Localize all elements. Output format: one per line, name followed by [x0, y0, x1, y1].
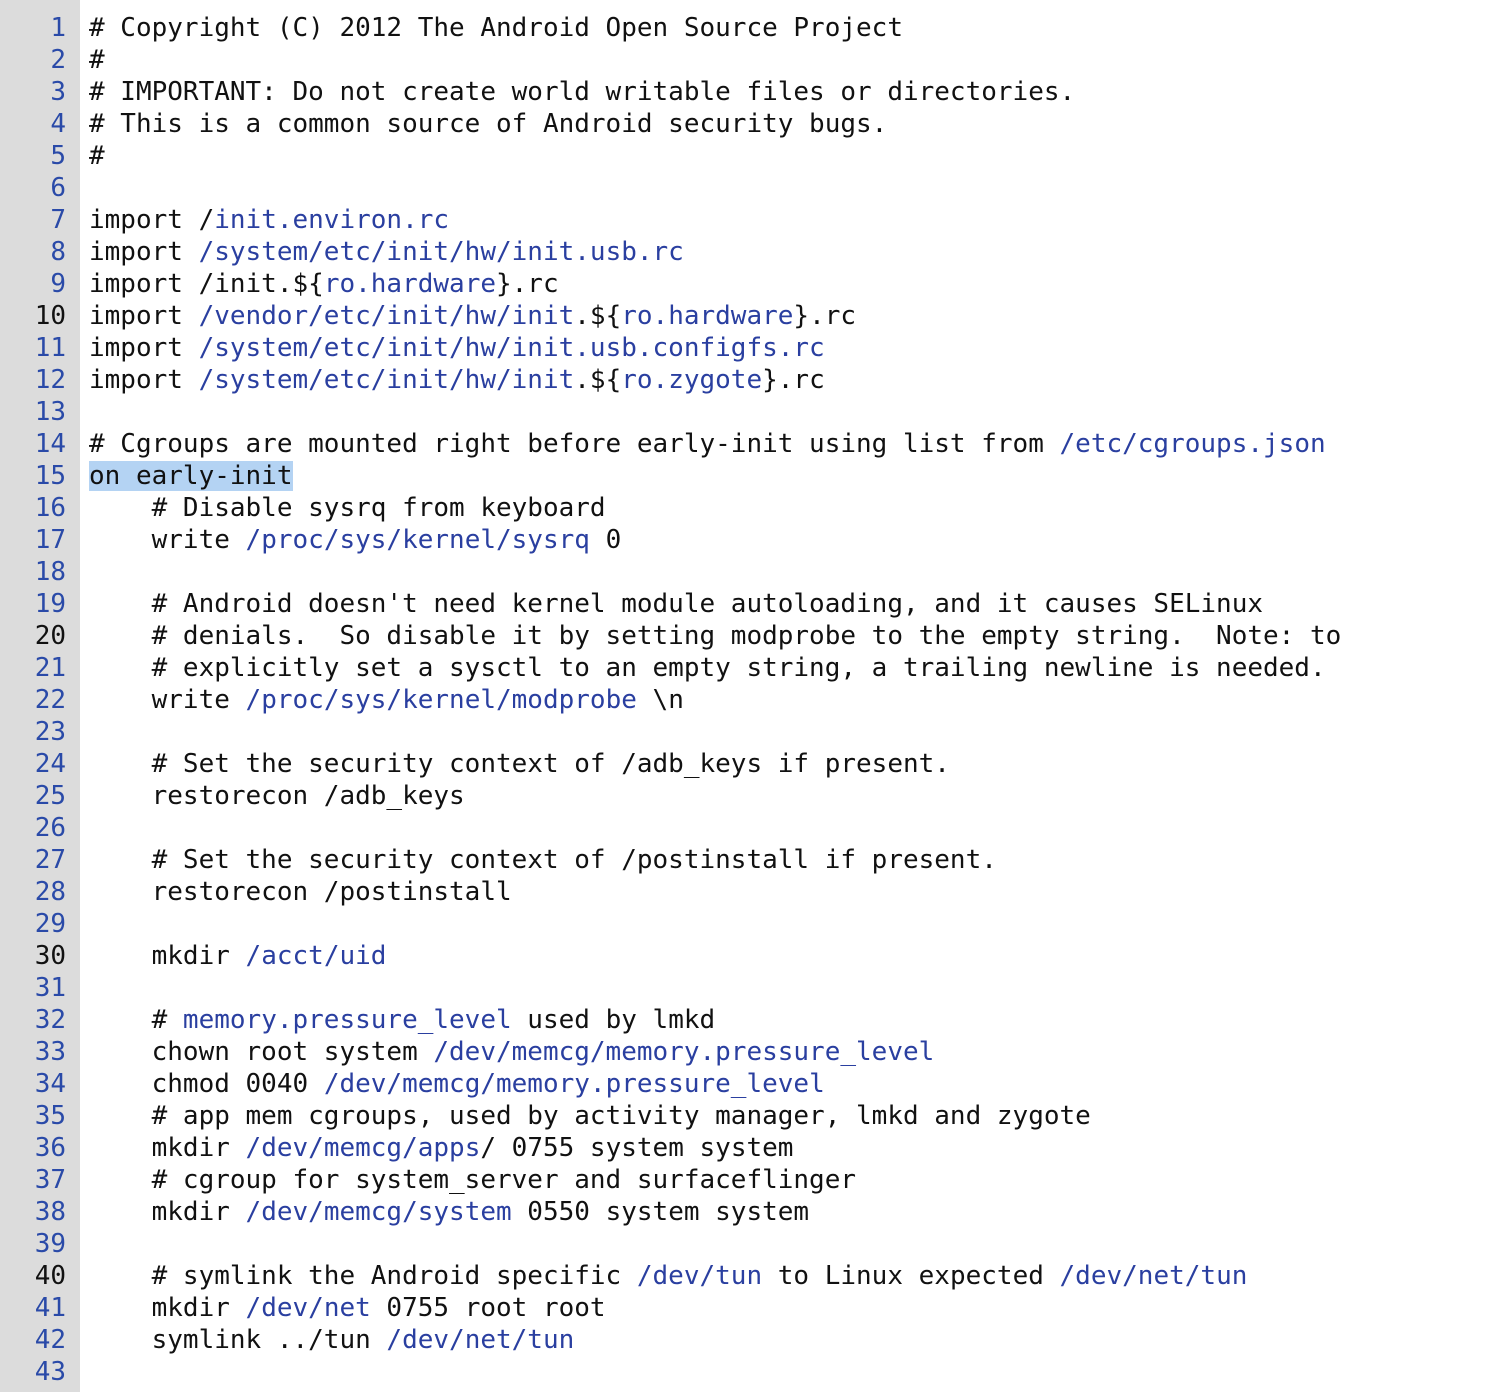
- code-token: to Linux expected: [762, 1261, 1060, 1291]
- code-line: [0, 1100, 1341, 1132]
- code-token: write: [89, 525, 246, 555]
- line-number: 28: [34, 877, 66, 907]
- code-text: [66, 364, 825, 396]
- code-token: }.rc: [762, 365, 825, 395]
- code-line: [0, 524, 1341, 556]
- code-token: .${: [574, 301, 622, 331]
- code-line: [0, 1132, 1341, 1164]
- code-token: # Cgroups are mounted right before early-init using list from: [89, 429, 1060, 459]
- code-line: [0, 620, 1341, 652]
- code-text: [66, 492, 606, 524]
- line-number: 41: [34, 1293, 66, 1323]
- code-text: [66, 76, 1075, 108]
- code-line: [0, 780, 1341, 812]
- line-number: 5: [50, 141, 66, 171]
- code-token: chown root system: [89, 1037, 434, 1067]
- code-text: [66, 908, 89, 940]
- code-line: [0, 396, 1341, 428]
- line-number: 11: [34, 333, 66, 363]
- line-number: 20: [34, 621, 66, 651]
- code-line: [0, 588, 1341, 620]
- path-token: /etc/cgroups.json: [1059, 429, 1326, 459]
- path-token: /dev/net/tun: [386, 1325, 575, 1355]
- code-token: #: [89, 45, 105, 75]
- code-line: [0, 1292, 1341, 1324]
- code-line: [0, 1356, 1341, 1388]
- path-token: /proc/sys/kernel/sysrq: [245, 525, 590, 555]
- code-token: import /: [89, 205, 215, 235]
- code-line: [0, 492, 1341, 524]
- code-line: [0, 1036, 1341, 1068]
- code-text: [66, 1228, 89, 1260]
- code-text: [66, 396, 89, 428]
- code-token: mkdir: [89, 1293, 246, 1323]
- code-line: [0, 972, 1341, 1004]
- code-token: # Set the security context of /adb_keys if present.: [89, 749, 950, 779]
- code-line: [0, 1196, 1341, 1228]
- line-number: 33: [34, 1037, 66, 1067]
- code-token: import: [89, 365, 199, 395]
- code-text: [66, 1100, 1091, 1132]
- code-line: [0, 12, 1341, 44]
- line-number: 19: [34, 589, 66, 619]
- code-line: [0, 428, 1341, 460]
- path-token: init.environ.rc: [214, 205, 450, 235]
- line-number: 3: [50, 77, 66, 107]
- line-number: 15: [34, 461, 66, 491]
- code-line: [0, 812, 1341, 844]
- code-token: 0755 root root: [370, 1293, 606, 1323]
- line-number: 7: [50, 205, 66, 235]
- code-text: [66, 780, 465, 812]
- code-text: [66, 812, 89, 844]
- path-token: memory.pressure_level: [182, 1005, 512, 1035]
- code-text: [66, 300, 856, 332]
- code-token: # Set the security context of /postinstall if present.: [89, 845, 997, 875]
- code-line: [0, 1068, 1341, 1100]
- line-number: 36: [34, 1133, 66, 1163]
- line-number: 34: [34, 1069, 66, 1099]
- line-number: 2: [50, 45, 66, 75]
- code-line: [0, 172, 1341, 204]
- code-line: [0, 268, 1341, 300]
- line-number: 10: [34, 301, 66, 331]
- path-token: /system/etc/init/hw/init: [198, 365, 575, 395]
- path-token: /vendor/etc/init/hw/init: [198, 301, 575, 331]
- code-line: [0, 844, 1341, 876]
- code-text: [66, 1068, 825, 1100]
- code-line: [0, 652, 1341, 684]
- code-text: [66, 428, 1326, 460]
- path-token: /dev/net/tun: [1059, 1261, 1248, 1291]
- code-token: import: [89, 333, 199, 363]
- code-token: write: [89, 685, 246, 715]
- line-number: 6: [50, 173, 66, 203]
- line-number: 1: [50, 13, 66, 43]
- line-number: 38: [34, 1197, 66, 1227]
- code-line: [0, 204, 1341, 236]
- code-text: [66, 1292, 606, 1324]
- path-token: ro.hardware: [323, 269, 496, 299]
- path-token: /dev/memcg/system: [245, 1197, 512, 1227]
- line-number: 18: [34, 557, 66, 587]
- code-token: mkdir: [89, 1133, 246, 1163]
- code-text: [66, 460, 293, 492]
- path-token: /dev/tun: [636, 1261, 763, 1291]
- line-number: 32: [34, 1005, 66, 1035]
- code-token: # Disable sysrq from keyboard: [89, 493, 606, 523]
- code-token: # denials. So disable it by setting modprobe to the empty string. Note: to: [89, 621, 1342, 651]
- code-line: [0, 908, 1341, 940]
- line-number: 35: [34, 1101, 66, 1131]
- path-token: /dev/memcg/memory.pressure_level: [323, 1069, 825, 1099]
- code-text: [66, 204, 449, 236]
- code-text: [66, 748, 950, 780]
- code-line: [0, 716, 1341, 748]
- code-token: 0550 system system: [511, 1197, 810, 1227]
- code-text: [66, 236, 684, 268]
- code-token: # IMPORTANT: Do not create world writable files or directories.: [89, 77, 1076, 107]
- code-text: [66, 652, 1326, 684]
- code-token: \n: [636, 685, 684, 715]
- code-lines: [0, 12, 1341, 1388]
- code-text: [66, 1164, 856, 1196]
- line-number: 37: [34, 1165, 66, 1195]
- code-line: [0, 108, 1341, 140]
- code-line: [0, 236, 1341, 268]
- line-number: 13: [34, 397, 66, 427]
- path-token: ro.hardware: [621, 301, 794, 331]
- code-token: mkdir: [89, 1197, 246, 1227]
- code-line: [0, 748, 1341, 780]
- code-token: # Android doesn't need kernel module autoloading, and it causes SELinux: [89, 589, 1263, 619]
- code-token: # app mem cgroups, used by activity manager, lmkd and zygote: [89, 1101, 1091, 1131]
- code-text: [66, 1260, 1247, 1292]
- path-token: /system/etc/init/hw/init.usb.rc: [198, 237, 684, 267]
- code-line: [0, 1324, 1341, 1356]
- code-token: restorecon /adb_keys: [89, 781, 465, 811]
- line-number: 27: [34, 845, 66, 875]
- code-token: }.rc: [793, 301, 857, 331]
- code-text: [66, 1356, 89, 1388]
- code-text: [66, 524, 621, 556]
- code-token: restorecon /postinstall: [89, 877, 512, 907]
- code-token: #: [89, 141, 105, 171]
- code-text: [66, 716, 89, 748]
- line-number: 40: [34, 1261, 66, 1291]
- path-token: ro.zygote: [621, 365, 763, 395]
- code-text: [66, 1196, 809, 1228]
- line-number: 24: [34, 749, 66, 779]
- code-text: [66, 108, 887, 140]
- code-token: # Copyright (C) 2012 The Android Open Source Project: [89, 13, 903, 43]
- path-token: /dev/net: [245, 1293, 371, 1323]
- code-line: [0, 1228, 1341, 1260]
- code-line: [0, 556, 1341, 588]
- code-token: # symlink the Android specific: [89, 1261, 637, 1291]
- code-line: [0, 332, 1341, 364]
- line-number: 22: [34, 685, 66, 715]
- code-text: [66, 588, 1263, 620]
- code-line: [0, 140, 1341, 172]
- code-token: symlink ../tun: [89, 1325, 387, 1355]
- code-text: [66, 172, 89, 204]
- code-line: [0, 300, 1341, 332]
- code-text: [66, 1004, 715, 1036]
- code-token: }.rc: [496, 269, 559, 299]
- code-text: [66, 620, 1341, 652]
- path-token: /acct/uid: [245, 941, 387, 971]
- code-line: [0, 44, 1341, 76]
- code-token: import: [89, 237, 199, 267]
- selected-text: on early-init: [89, 461, 293, 491]
- code-line: [0, 364, 1341, 396]
- code-text: [66, 1324, 574, 1356]
- line-number: 14: [34, 429, 66, 459]
- code-text: [66, 972, 89, 1004]
- code-text: [66, 1132, 793, 1164]
- code-text: [66, 684, 684, 716]
- line-number: 4: [50, 109, 66, 139]
- line-number: 9: [50, 269, 66, 299]
- line-number: 21: [34, 653, 66, 683]
- line-number: 29: [34, 909, 66, 939]
- code-text: [66, 844, 997, 876]
- code-token: 0: [589, 525, 622, 555]
- code-text: [66, 332, 825, 364]
- code-text: [66, 1036, 934, 1068]
- line-number: 25: [34, 781, 66, 811]
- line-number: 30: [34, 941, 66, 971]
- code-line: [0, 1004, 1341, 1036]
- code-line: [0, 1260, 1341, 1292]
- code-text: [66, 44, 105, 76]
- line-number: 8: [50, 237, 66, 267]
- code-line: [0, 76, 1341, 108]
- line-number: 43: [34, 1357, 66, 1387]
- code-line: [0, 876, 1341, 908]
- code-token: chmod 0040: [89, 1069, 324, 1099]
- code-line: [0, 684, 1341, 716]
- code-token: # This is a common source of Android security bugs.: [89, 109, 888, 139]
- line-number: 12: [34, 365, 66, 395]
- line-number: 42: [34, 1325, 66, 1355]
- line-number: 17: [34, 525, 66, 555]
- code-text: [66, 876, 512, 908]
- code-text: [66, 940, 386, 972]
- path-token: /dev/memcg/memory.pressure_level: [433, 1037, 935, 1067]
- line-number: 31: [34, 973, 66, 1003]
- code-token: / 0755 system system: [480, 1133, 794, 1163]
- code-text: [66, 268, 559, 300]
- code-line: [0, 940, 1341, 972]
- code-token: .${: [574, 365, 622, 395]
- code-token: mkdir: [89, 941, 246, 971]
- code-token: used by lmkd: [511, 1005, 716, 1035]
- code-token: import: [89, 301, 199, 331]
- code-text: [66, 12, 903, 44]
- line-number: 16: [34, 493, 66, 523]
- path-token: /system/etc/init/hw/init.usb.configfs.rc: [198, 333, 825, 363]
- code-text: [66, 556, 89, 588]
- code-token: import /init.${: [89, 269, 324, 299]
- path-token: /proc/sys/kernel/modprobe: [245, 685, 637, 715]
- code-line: [0, 460, 1341, 492]
- code-text: [66, 140, 105, 172]
- path-token: /dev/memcg/apps: [245, 1133, 481, 1163]
- code-line: [0, 1164, 1341, 1196]
- line-number: 23: [34, 717, 66, 747]
- code-token: # cgroup for system_server and surfaceflinger: [89, 1165, 857, 1195]
- line-number: 26: [34, 813, 66, 843]
- line-number: 39: [34, 1229, 66, 1259]
- code-token: #: [89, 1005, 183, 1035]
- code-token: # explicitly set a sysctl to an empty string, a trailing newline is needed.: [89, 653, 1326, 683]
